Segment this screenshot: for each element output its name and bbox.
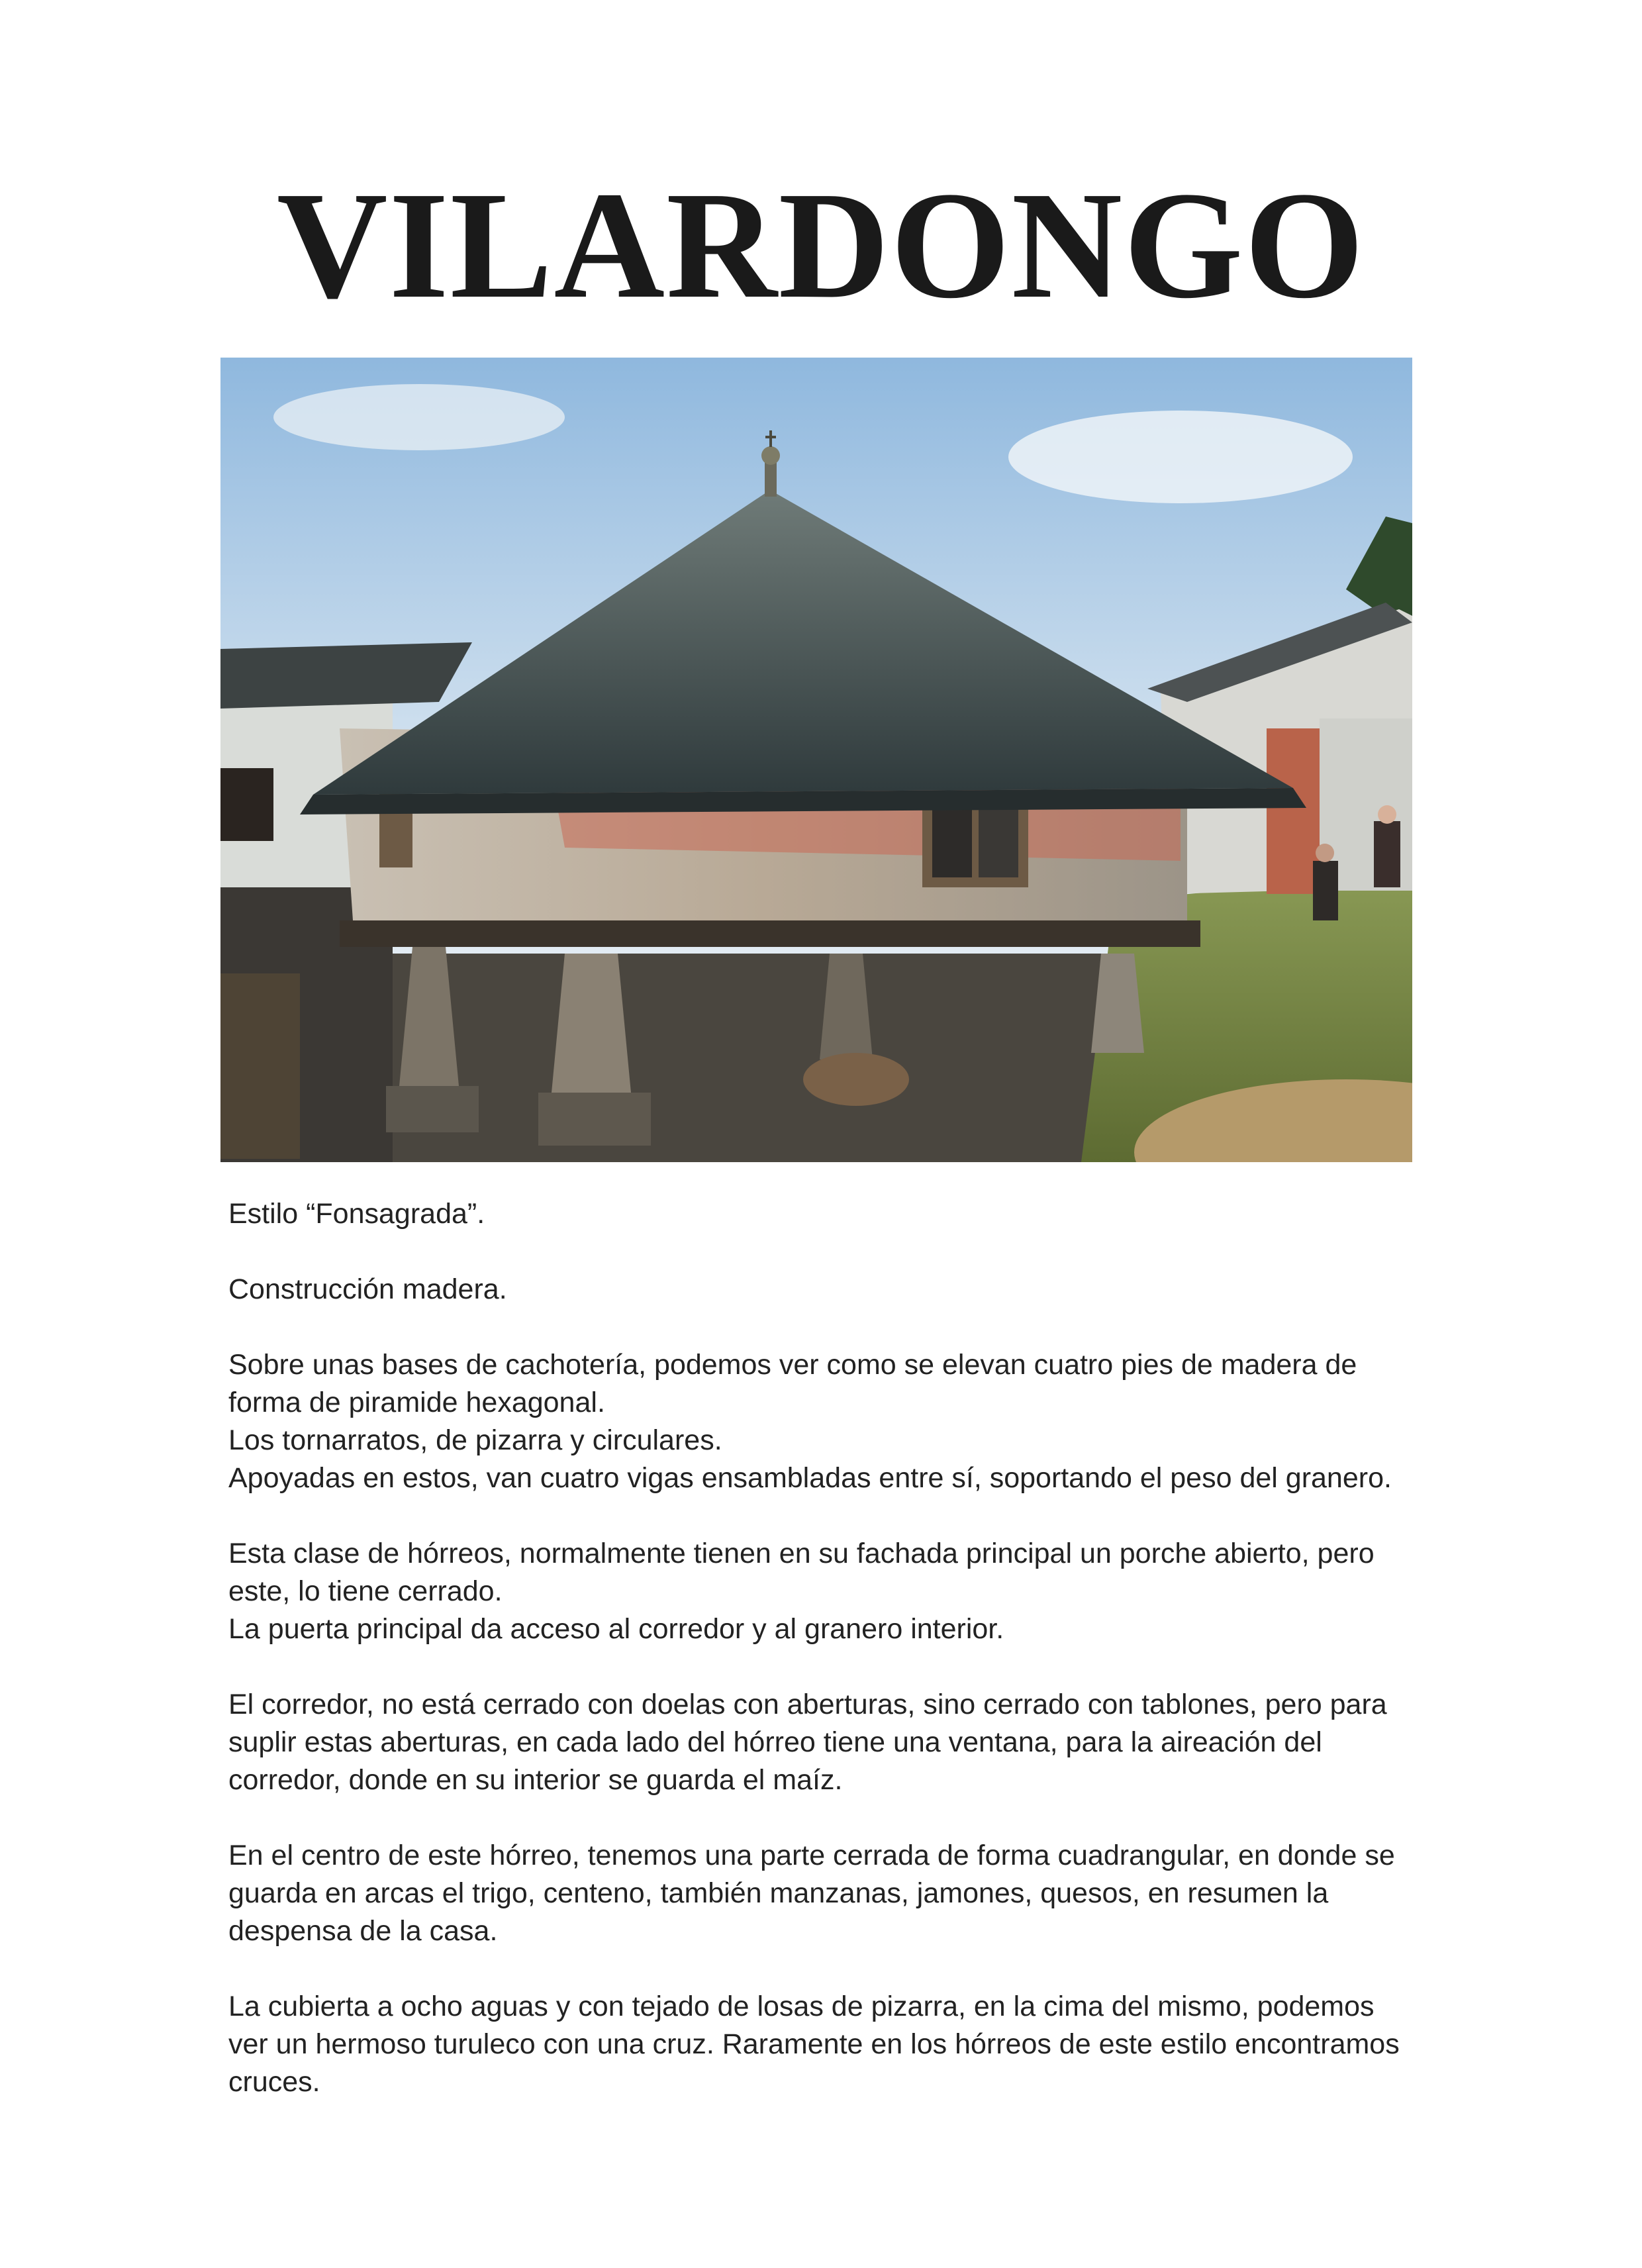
paragraph-roof	[228, 1988, 1414, 2101]
paragraph-center	[228, 1837, 1414, 1950]
text-line: La puerta principal da acceso al corredor y al granero interior.	[228, 1613, 1004, 1645]
paragraph-porch	[228, 1535, 1414, 1648]
text-line: En el centro de este hórreo, tenemos una parte cerrada de forma cuadrangular, en donde se guarda en arcas el trigo, centeno, también manzanas, jamones, quesos, en resumen la despensa de la casa.	[228, 1840, 1395, 1947]
description	[228, 1195, 1414, 2139]
text-line: Construcción madera.	[228, 1273, 507, 1305]
paragraph-corridor	[228, 1686, 1414, 1799]
paragraph-construction	[228, 1271, 1414, 1308]
paragraph-bases	[228, 1346, 1414, 1497]
page-title: VILARDONGO	[276, 160, 1366, 330]
text-line: Los tornarratos, de pizarra y circulares.	[228, 1424, 722, 1456]
text-line: Esta clase de hórreos, normalmente tienen en su fachada principal un porche abierto, pero este, lo tiene cerrado.	[228, 1538, 1375, 1607]
text-line: Apoyadas en estos, van cuatro vigas ensambladas entre sí, soportando el peso del granero.	[228, 1462, 1392, 1494]
text-line: El corredor, no está cerrado con doelas con aberturas, sino cerrado con tablones, pero para suplir estas aberturas, en cada lado del hórreo tiene una ventana, para la aireación del corredor, donde en su interior se guarda el maíz.	[228, 1689, 1387, 1796]
horreo-photo	[220, 358, 1412, 1162]
text-line: Estilo “Fonsagrada”.	[228, 1198, 485, 1230]
text-line: Sobre unas bases de cachotería, podemos ver como se elevan cuatro pies de madera de forma de piramide hexagonal.	[228, 1349, 1357, 1418]
text-line: La cubierta a ocho aguas y con tejado de losas de pizarra, en la cima del mismo, podemos ver un hermoso turuleco con una cruz. Raramente en los hórreos de este estilo encontramos cruces.	[228, 1991, 1400, 2098]
paragraph-style	[228, 1195, 1414, 1233]
